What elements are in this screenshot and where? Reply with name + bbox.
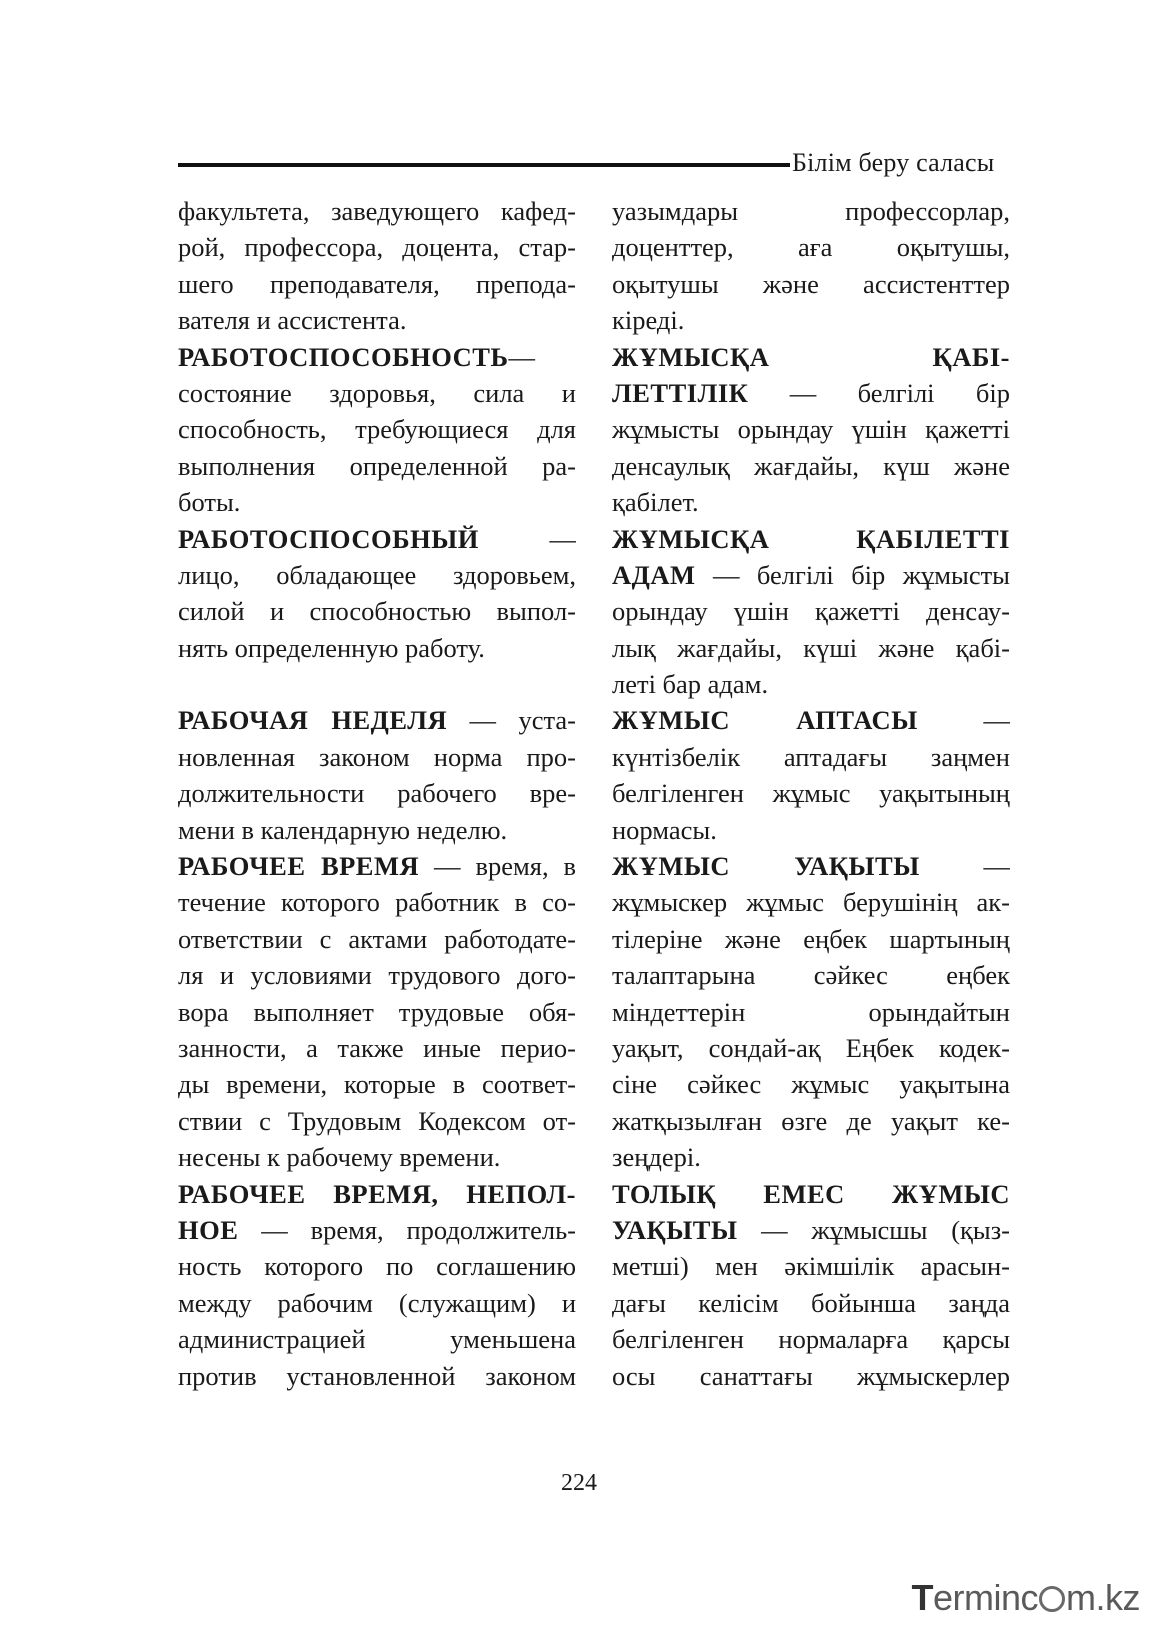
entry-text: дағы келісім бойынша заңда [612, 1287, 1010, 1318]
entry-heading-line [612, 702, 1010, 738]
entry-text: занности, а также иные перио- [178, 1032, 576, 1063]
entry-heading-line [178, 848, 576, 884]
entry-text: — уста- [447, 705, 576, 736]
text-line [178, 775, 576, 811]
entry-text: уазымдары профессорлар, [612, 196, 1010, 226]
running-header-title: Білім беру саласы [792, 148, 995, 177]
text-line [612, 1030, 1010, 1066]
entry-text: жұмысты орындау үшін қажетті [612, 414, 1010, 445]
entry-text: вора выполняет трудовые обя- [178, 996, 576, 1027]
entry-term: РАБОТОСПОСОБНЫЙ [178, 523, 479, 554]
entry-text: осы санаттағы жұмыскерлер [612, 1360, 1010, 1391]
entry-text: — белгілі бір [748, 377, 1010, 408]
page-number: 224 [561, 1470, 597, 1496]
entry-text: боты. [178, 487, 241, 518]
entry-term: ЖҰМЫСҚА ҚАБІ- [612, 341, 1010, 372]
text-line [178, 921, 576, 957]
left-column [178, 193, 576, 1394]
entry-heading-line [178, 702, 576, 738]
entry-text: течение которого работник в со- [178, 887, 576, 918]
text-line [612, 884, 1010, 920]
text-line [612, 229, 1010, 265]
entry-text: белгіленген нормаларға қарсы [612, 1324, 1010, 1355]
entry-term: РАБОЧЕЕ ВРЕМЯ [178, 851, 420, 882]
entry-text: уақыт, сондай-ақ Еңбек кодек- [612, 1032, 1010, 1063]
text-line [612, 739, 1010, 775]
text-line [178, 739, 576, 775]
entry-text: метші) мен әкімшілік арасын- [612, 1251, 1010, 1282]
entry-text: лық жағдайы, күші және қабі- [612, 632, 1010, 663]
text-line [612, 921, 1010, 957]
entry-text: тілеріне және еңбек шартының [612, 923, 1010, 954]
entry-text: кіреді. [612, 305, 685, 336]
entry-text: ды времени, которые в соответ- [178, 1069, 576, 1100]
text-line [612, 630, 1010, 666]
entry-heading-line [612, 339, 1010, 375]
entry-text: талаптарына сәйкес еңбек [612, 960, 1010, 991]
entry-heading-line [612, 848, 1010, 884]
entry-text: лицо, обладающее здоровьем, [178, 559, 576, 590]
entry-text: выполнения определенной ра- [178, 450, 576, 481]
entry-text: қабілет. [612, 487, 699, 518]
entry-heading-line [612, 1176, 1010, 1212]
entry-term: РАБОТОСПОСОБНОСТЬ [178, 341, 509, 372]
entry-term: ЖҰМЫС УАҚЫТЫ [612, 851, 920, 882]
entry-text: ность которого по соглашению [178, 1251, 576, 1282]
entry-text: доценттер, аға оқытушы, [612, 232, 1010, 263]
text-line [178, 630, 576, 666]
entry-text: должительности рабочего вре- [178, 778, 576, 809]
text-line [178, 593, 576, 629]
entry-heading-line [612, 1212, 1010, 1248]
text-line [178, 484, 576, 520]
termincom-watermark-logo [911, 1577, 1140, 1619]
entry-text: против установленной законом [178, 1360, 576, 1391]
text-line [178, 1066, 576, 1102]
entry-text: ля и условиями трудового дого- [178, 960, 576, 991]
entry-heading-line [178, 1212, 576, 1248]
entry-text: способность, требующиеся для [178, 414, 576, 445]
text-line [178, 557, 576, 593]
entry-heading-line [178, 339, 576, 375]
text-line [612, 957, 1010, 993]
entry-text: администрацией уменьшена [178, 1324, 576, 1355]
text-line [612, 812, 1010, 848]
text-line [178, 1358, 576, 1394]
text-line [612, 266, 1010, 302]
entry-text: ответствии с актами работодате- [178, 923, 576, 954]
text-line [178, 994, 576, 1030]
text-line [178, 1248, 576, 1284]
entry-text: орындау үшін қажетті денсау- [612, 596, 1010, 627]
entry-term: ЖҰМЫСҚА ҚАБІЛЕТТІ [612, 523, 1010, 554]
entry-text: — время, в [419, 851, 576, 882]
text-line [612, 994, 1010, 1030]
entry-term: НОЕ [178, 1214, 239, 1245]
entry-text: ствии с Трудовым Кодексом от- [178, 1105, 576, 1136]
entry-text: белгіленген жұмыс уақытының [612, 778, 1010, 809]
watermark-letter-t: T [911, 1577, 933, 1618]
entry-term: ЛЕТТІЛІК [612, 377, 749, 408]
magnifier-o-icon [1039, 1586, 1065, 1612]
text-line [612, 302, 1010, 338]
text-line [612, 193, 1010, 229]
entry-text: міндеттерін орындайтын [612, 996, 1010, 1027]
right-column [612, 193, 1010, 1394]
text-line [612, 1248, 1010, 1284]
text-line [178, 193, 576, 229]
text-line [612, 484, 1010, 520]
entry-text: — [919, 851, 1010, 882]
entry-text: оқытушы және ассистенттер [612, 268, 1010, 299]
text-line [612, 448, 1010, 484]
entry-text: факультета, заведующего кафед- [178, 196, 576, 226]
entry-text: между рабочим (служащим) и [178, 1287, 576, 1318]
entry-heading-line [178, 1176, 576, 1212]
text-line [178, 411, 576, 447]
entry-heading-line [612, 557, 1010, 593]
text-line [612, 775, 1010, 811]
text-line [178, 266, 576, 302]
text-line [178, 302, 576, 338]
entry-text: — [917, 705, 1010, 736]
text-line [612, 1139, 1010, 1175]
blank-line [178, 666, 576, 702]
text-line [612, 666, 1010, 702]
entry-text: нормасы. [612, 814, 717, 845]
entry-text: — белгілі бір жұмысты [695, 559, 1010, 590]
entry-term: АДАМ [612, 559, 696, 590]
entry-text: — [478, 523, 576, 554]
text-line [612, 593, 1010, 629]
text-line [178, 1139, 576, 1175]
entry-text: — жұмысшы (қыз- [737, 1214, 1010, 1245]
entry-text: — [508, 341, 535, 372]
header-rule [178, 163, 790, 167]
entry-text: жатқызылған өзге де уақыт ке- [612, 1105, 1010, 1136]
text-line [178, 812, 576, 848]
entry-text: денсаулық жағдайы, күш және [612, 450, 1010, 481]
entry-term: РАБОЧАЯ НЕДЕЛЯ [178, 705, 448, 736]
text-line [612, 1321, 1010, 1357]
entry-text: новленная законом норма про- [178, 741, 576, 772]
entry-text: сіне сәйкес жұмыс уақытына [612, 1069, 1010, 1100]
entry-text: күнтізбелік аптадағы заңмен [612, 741, 1010, 772]
entry-heading-line [178, 521, 576, 557]
entry-text: — время, продолжитель- [238, 1214, 576, 1245]
entry-text: зеңдері. [612, 1142, 701, 1173]
entry-text: несены к рабочему времени. [178, 1142, 501, 1173]
text-line [178, 448, 576, 484]
text-line [178, 957, 576, 993]
entry-text: рой, профессора, доцента, стар- [178, 232, 576, 263]
watermark-text-suffix: m.kz [1066, 1577, 1140, 1618]
entry-text: шего преподавателя, препода- [178, 268, 576, 299]
text-line [178, 1103, 576, 1139]
entry-heading-line [612, 375, 1010, 411]
text-line [612, 411, 1010, 447]
entry-term: РАБОЧЕЕ ВРЕМЯ, НЕПОЛ- [178, 1178, 576, 1209]
entry-text: мени в календарную неделю. [178, 814, 508, 845]
entry-text: жұмыскер жұмыс берушінің ак- [612, 887, 1010, 918]
text-line [178, 884, 576, 920]
text-line [612, 1103, 1010, 1139]
text-line [612, 1066, 1010, 1102]
entry-text: леті бар адам. [612, 669, 769, 700]
entry-heading-line [612, 521, 1010, 557]
text-line [612, 1285, 1010, 1321]
entry-term: УАҚЫТЫ [612, 1214, 738, 1245]
text-line [178, 1030, 576, 1066]
text-line [178, 229, 576, 265]
text-line [178, 375, 576, 411]
entry-text: силой и способностью выпол- [178, 596, 576, 627]
entry-term: ТОЛЫҚ ЕМЕС ЖҰМЫС [612, 1178, 1010, 1209]
entry-term: ЖҰМЫС АПТАСЫ [612, 705, 918, 736]
entry-text: состояние здоровья, сила и [178, 377, 576, 408]
entry-text: вателя и ассистента. [178, 305, 407, 336]
text-line [612, 1358, 1010, 1394]
text-line [178, 1285, 576, 1321]
text-line [178, 1321, 576, 1357]
entry-text: нять определенную работу. [178, 632, 485, 663]
watermark-text-middle: erminc [932, 1577, 1038, 1618]
